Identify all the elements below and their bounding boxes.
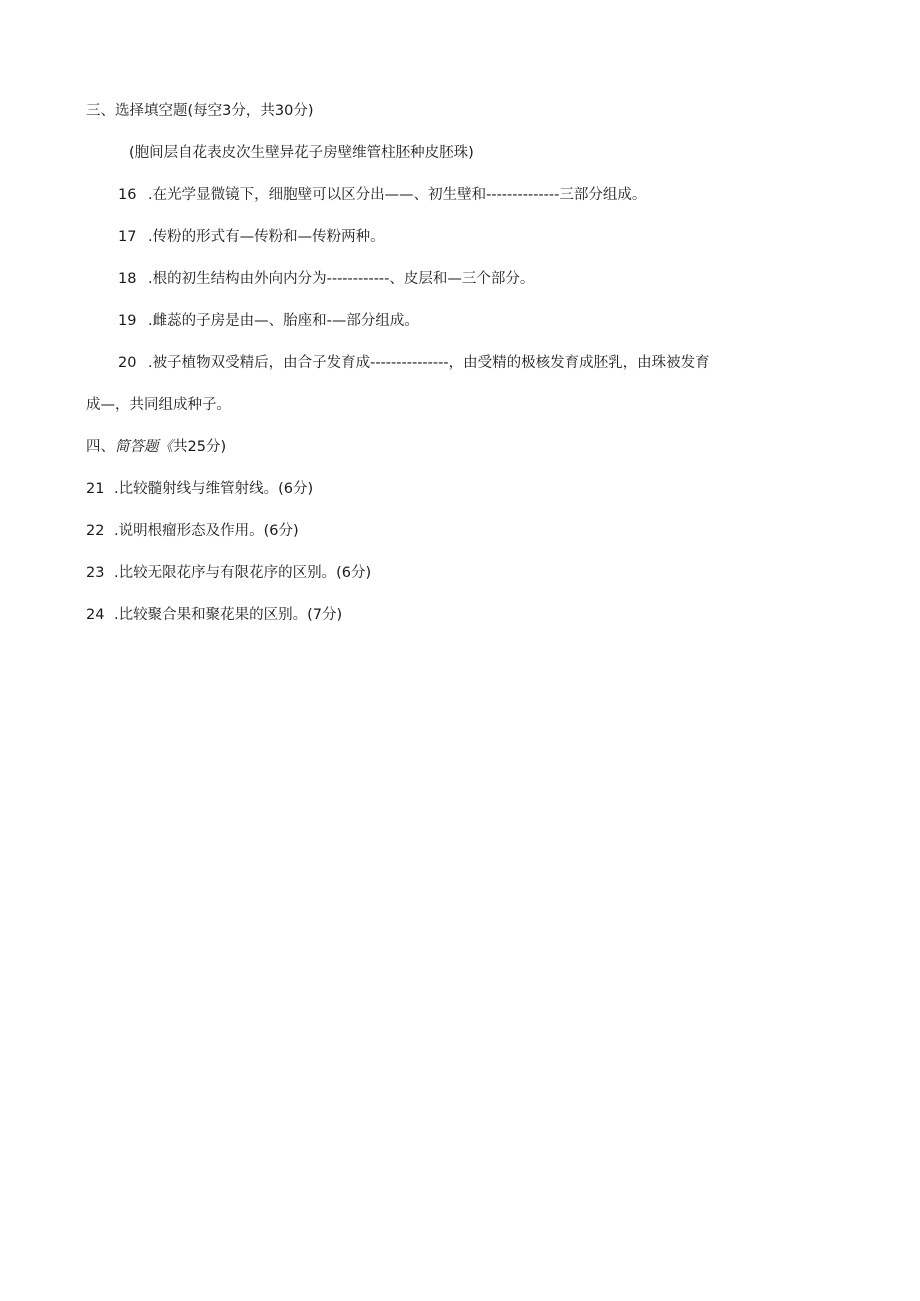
- question-23: [86, 563, 371, 583]
- section-4-prefix: 四、: [86, 439, 115, 455]
- section-4-points: 共25分): [173, 439, 227, 455]
- section-4-heading: [86, 437, 226, 457]
- question-text: .根的初生结构由外向内分为------------、皮层和—三个部分。: [148, 271, 535, 287]
- question-20: [118, 353, 710, 373]
- question-19: [118, 311, 419, 331]
- question-number: 19: [118, 313, 137, 329]
- question-number: 22: [86, 523, 105, 539]
- question-22: [86, 521, 299, 541]
- question-number: 18: [118, 271, 137, 287]
- question-21: [86, 479, 313, 499]
- question-text: .比较髓射线与维管射线。(6分): [114, 481, 314, 497]
- question-text: .传粉的形式有—传粉和—传粉两种。: [148, 229, 385, 245]
- question-17: [118, 227, 385, 247]
- section-3-heading: 三、选择填空题(每空3分，共30分): [86, 103, 314, 119]
- question-number: 17: [118, 229, 137, 245]
- question-number: 16: [118, 187, 137, 203]
- question-text: .说明根瘤形态及作用。(6分): [114, 523, 299, 539]
- question-24: [86, 605, 342, 625]
- question-20-continuation: 成—，共同组成种子。: [86, 397, 231, 413]
- question-number: 20: [118, 355, 137, 371]
- question-text: .在光学显微镜下，细胞壁可以区分出——、初生壁和--------------三部分组成。: [148, 187, 647, 203]
- question-number: 24: [86, 607, 105, 623]
- question-text: .雌蕊的子房是由—、胎座和-—部分组成。: [148, 313, 419, 329]
- question-text: .比较无限花序与有限花序的区别。(6分): [114, 565, 372, 581]
- question-18: [118, 269, 534, 289]
- word-bank: (胞间层自花表皮次生壁异花子房壁维管柱胚种皮胚珠): [129, 145, 474, 161]
- question-number: 23: [86, 565, 105, 581]
- section-4-title: 简答题《: [115, 439, 173, 455]
- question-text: .被子植物双受精后，由合子发育成---------------，由受精的极核发育成胚乳，由珠被发育: [148, 355, 710, 371]
- question-number: 21: [86, 481, 105, 497]
- question-16: [118, 185, 646, 205]
- question-text: .比较聚合果和聚花果的区别。(7分): [114, 607, 343, 623]
